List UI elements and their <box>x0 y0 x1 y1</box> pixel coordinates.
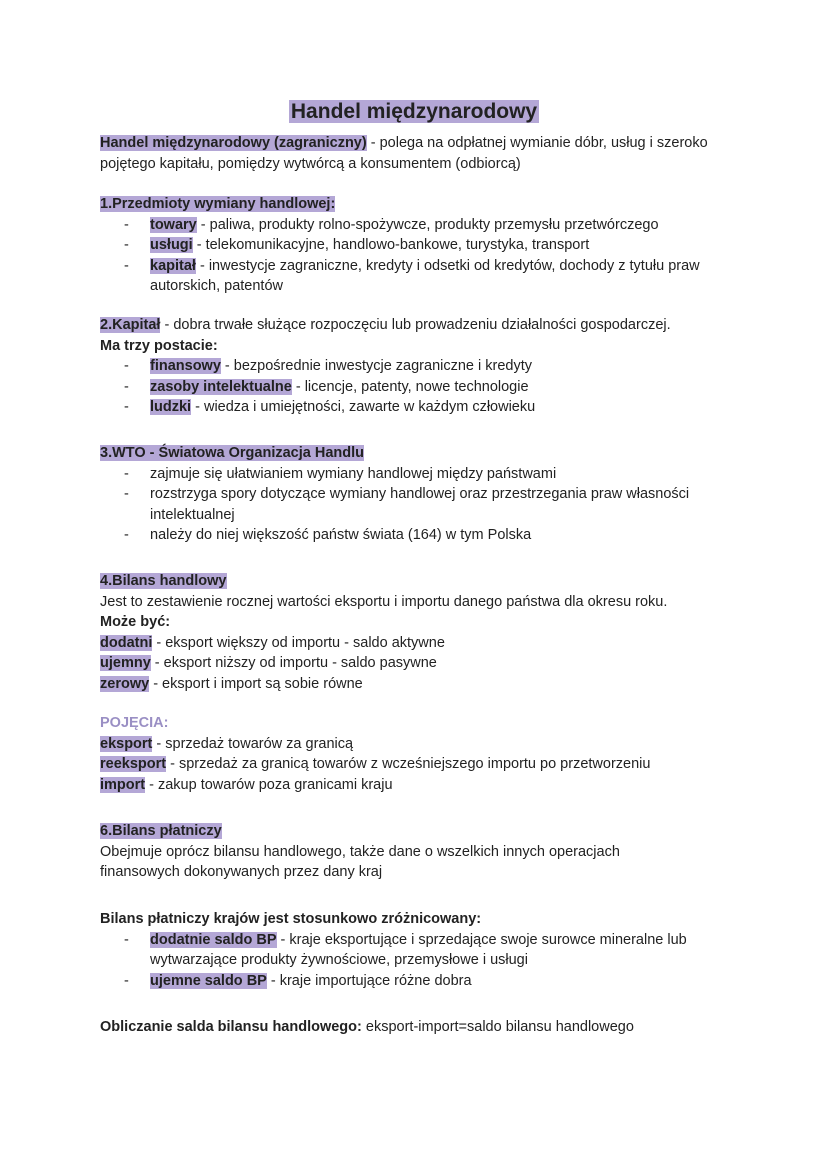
list-item: dodatni - eksport większy od importu - saldo aktywne <box>100 634 445 651</box>
list-item: - finansowy - bezpośrednie inwestycje zagraniczne i kredyty <box>100 356 740 377</box>
list-item: - ludzki - wiedza i umiejętności, zawarte w każdym człowieku <box>100 397 740 418</box>
formula-text: eksport-import=saldo bilansu handlowego <box>361 1019 634 1035</box>
section-trade-balance <box>100 571 740 694</box>
section-heading: Bilans płatniczy krajów jest stosunkowo zróżnicowany: <box>100 911 482 927</box>
page-title: Handel międzynarodowy <box>290 100 538 123</box>
list-item: - kapitał - inwestycje zagraniczne, kredyty i odsetki od kredytów, dochody z tytułu praw autorskich, patentów <box>100 256 740 297</box>
section-capital: 2.Kapitał - dobra trwałe służące rozpoczęciu lub prowadzeniu działalności gospodarczej. Ma trzy postacie: - finansowy - bezpośrednie inwestycje zagraniczne i kredyty - zasoby intelektualne - licencje, patenty, nowe technologie - ludzki - wiedza i umiejętności, zawarte w każdym człowieku <box>100 315 740 418</box>
list-item: - usługi - telekomunikacyjne, handlowo-bankowe, turystyka, transport <box>100 235 740 256</box>
payment-balance-text: Obejmuje oprócz bilansu handlowego, także dane o wszelkich innych operacjach finansowych dokonywanych przez dany kraj <box>100 843 620 880</box>
list-item: - towary - paliwa, produkty rolno-spożywcze, produkty przemysłu przetwórczego <box>100 215 740 236</box>
payment-balance-list <box>100 930 730 992</box>
list-item: eksport - sprzedaż towarów za granicą <box>100 735 354 752</box>
list-item: - zasoby intelektualne - licencje, patenty, nowe technologie <box>100 377 740 398</box>
formula-line <box>100 1017 740 1038</box>
list-item: reeksport - sprzedaż za granicą towarów z wcześniejszego importu po przetworzeniu <box>100 756 651 772</box>
list-item: ujemny - eksport niższy od importu - saldo pasywne <box>100 655 437 671</box>
trade-subjects-list <box>100 215 740 297</box>
list-item: - zajmuje się ułatwianiem wymiany handlowej między państwami <box>100 464 730 485</box>
section-concepts <box>100 713 740 795</box>
section-heading: 4.Bilans handlowy <box>100 573 227 589</box>
trade-balance-text: Jest to zestawienie rocznej wartości eksportu i importu danego państwa dla okresu roku. <box>100 593 668 610</box>
list-item: zerowy - eksport i import są sobie równe <box>100 675 363 692</box>
list-item: - ujemne saldo BP - kraje importujące różne dobra <box>100 971 730 992</box>
intro-term: Handel międzynarodowy (zagraniczny) <box>100 135 367 151</box>
intro-text: - polega na odpłatnej wymianie dóbr, usług i szeroko pojętego kapitału, pomiędzy wytwórcą a konsumentem (odbiorcą) <box>100 135 708 172</box>
list-item: - rozstrzyga spory dotyczące wymiany handlowej oraz przestrzegania praw własności intelektualnej <box>100 484 730 525</box>
section-trade-subjects <box>100 194 740 297</box>
formula-label: Obliczanie salda bilansu handlowego: <box>100 1019 362 1035</box>
wto-list <box>100 464 730 546</box>
section-heading: 6.Bilans płatniczy <box>100 823 222 839</box>
capital-subheading: Ma trzy postacie: <box>100 337 218 354</box>
section-payment-balance-variation <box>100 909 730 991</box>
list-item: import - zakup towarów poza granicami kraju <box>100 776 393 793</box>
section-heading: 3.WTO - Światowa Organizacja Handlu <box>100 445 365 461</box>
section-wto <box>100 443 730 546</box>
list-item: - należy do niej większość państw świata (164) w tym Polska <box>100 525 730 546</box>
trade-balance-subheading: Może być: <box>100 614 171 630</box>
capital-forms-list <box>100 356 740 418</box>
section-heading: 2.Kapitał <box>100 317 161 333</box>
intro-paragraph <box>100 133 740 174</box>
section-heading: 1.Przedmioty wymiany handlowej: <box>100 196 336 212</box>
concepts-heading: POJĘCIA: <box>100 715 169 731</box>
section-payment-balance <box>100 821 680 883</box>
list-item: - dodatnie saldo BP - kraje eksportujące i sprzedające swoje surowce mineralne lub wytwarzające produkty żywnościowe, przemysłowe i usługi <box>100 930 730 971</box>
